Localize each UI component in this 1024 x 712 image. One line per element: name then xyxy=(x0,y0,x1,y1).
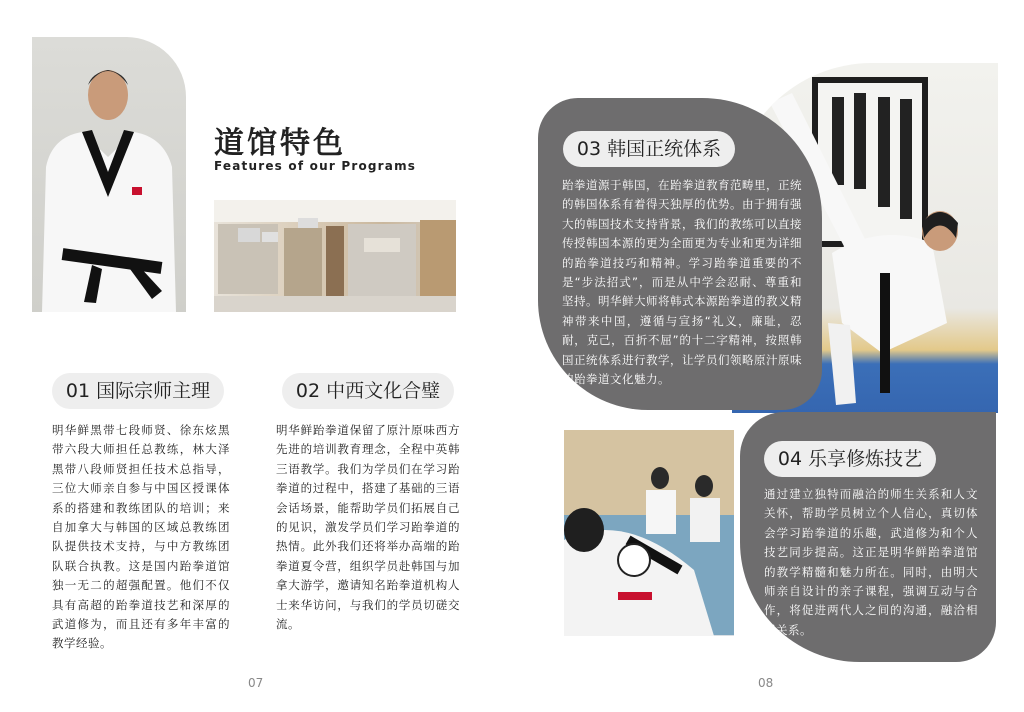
class-training-icon xyxy=(564,430,734,636)
section-01-label: 01 国际宗师主理 xyxy=(52,373,224,409)
master-photo xyxy=(32,37,186,312)
section-02-body: 明华鲜跆拳道保留了原汁原味西方先进的培训教育理念，全程中英韩三语教学。我们为学员们在学习跆拳道的过程中，搭建了基础的三语会话场景，能帮助学员们拓展自己的见识，激发学员们学习跆拳道的热情。此外我们还将举办高端的跆拳道夏令营，组织学员赴韩国与加拿大游学，邀请知名跆拳道机构人士来华访问，与我们的学员切磋交流。 xyxy=(276,423,460,632)
class-photo xyxy=(564,430,734,636)
master-figure-icon xyxy=(32,37,186,312)
page-title: 道馆特色 xyxy=(214,126,346,161)
section-01-body: 明华鲜黑带七段师贤、徐东炫黑带六段大师担任总教练，林大泽黑带八段师贤担任技术总指导，三位大师亲自参与中国区授课体系的搭建和教练团队的培训；来自加拿大与韩国的区域总教练团队提供技术支持，与中方教练团队联合执教。这是国内跆拳道馆独一无二的超强配置。他们不仅具有高超的跆拳道技艺和深厚的武道修为，而且还有多年丰富的教学经验。 xyxy=(52,423,230,651)
page-number-right: 08 xyxy=(758,676,774,690)
page-subtitle: Features of our Programs xyxy=(214,159,417,173)
section-03-body: 跆拳道源于韩国，在跆拳道教育范畴里，正统的韩国体系有着得天独厚的优势。由于拥有强大的韩国技术支持背景，我们的教练可以直接传授韩国本源的更为全面更为专业和更为详细的跆拳道技巧和精神。学习跆拳道重要的不是“步法招式”，而是从中学会忍耐、尊重和坚持。明华鲜大师将韩式本源跆拳道的教义精神带来中国，遵循与宣扬“礼义，廉耻，忍耐，克己，百折不屈”的十二字精神，按照韩国正统体系进行教学，让学员们领略原汁原味的跆拳道文化魅力。 xyxy=(562,178,802,387)
section-04-label: 04 乐享修炼技艺 xyxy=(764,441,936,477)
section-04-body: 通过建立独特而融洽的师生关系和人文关怀，帮助学员树立个人信心，真切体会学习跆拳道的乐趣，武道修为和个人技艺同步提高。这正是明华鲜跆拳道馆的教学精髓和魅力所在。同时，由明大师亲自设计的亲子课程，强调互动与合作，将促进两代人之间的沟通，融洽相互关系。 xyxy=(764,487,978,637)
page-number-left: 07 xyxy=(248,676,264,690)
gym-photo xyxy=(214,200,456,312)
gym-interior-icon xyxy=(214,200,456,312)
section-03-label: 03 韩国正统体系 xyxy=(563,131,735,167)
section-02-label: 02 中西文化合璧 xyxy=(282,373,454,409)
